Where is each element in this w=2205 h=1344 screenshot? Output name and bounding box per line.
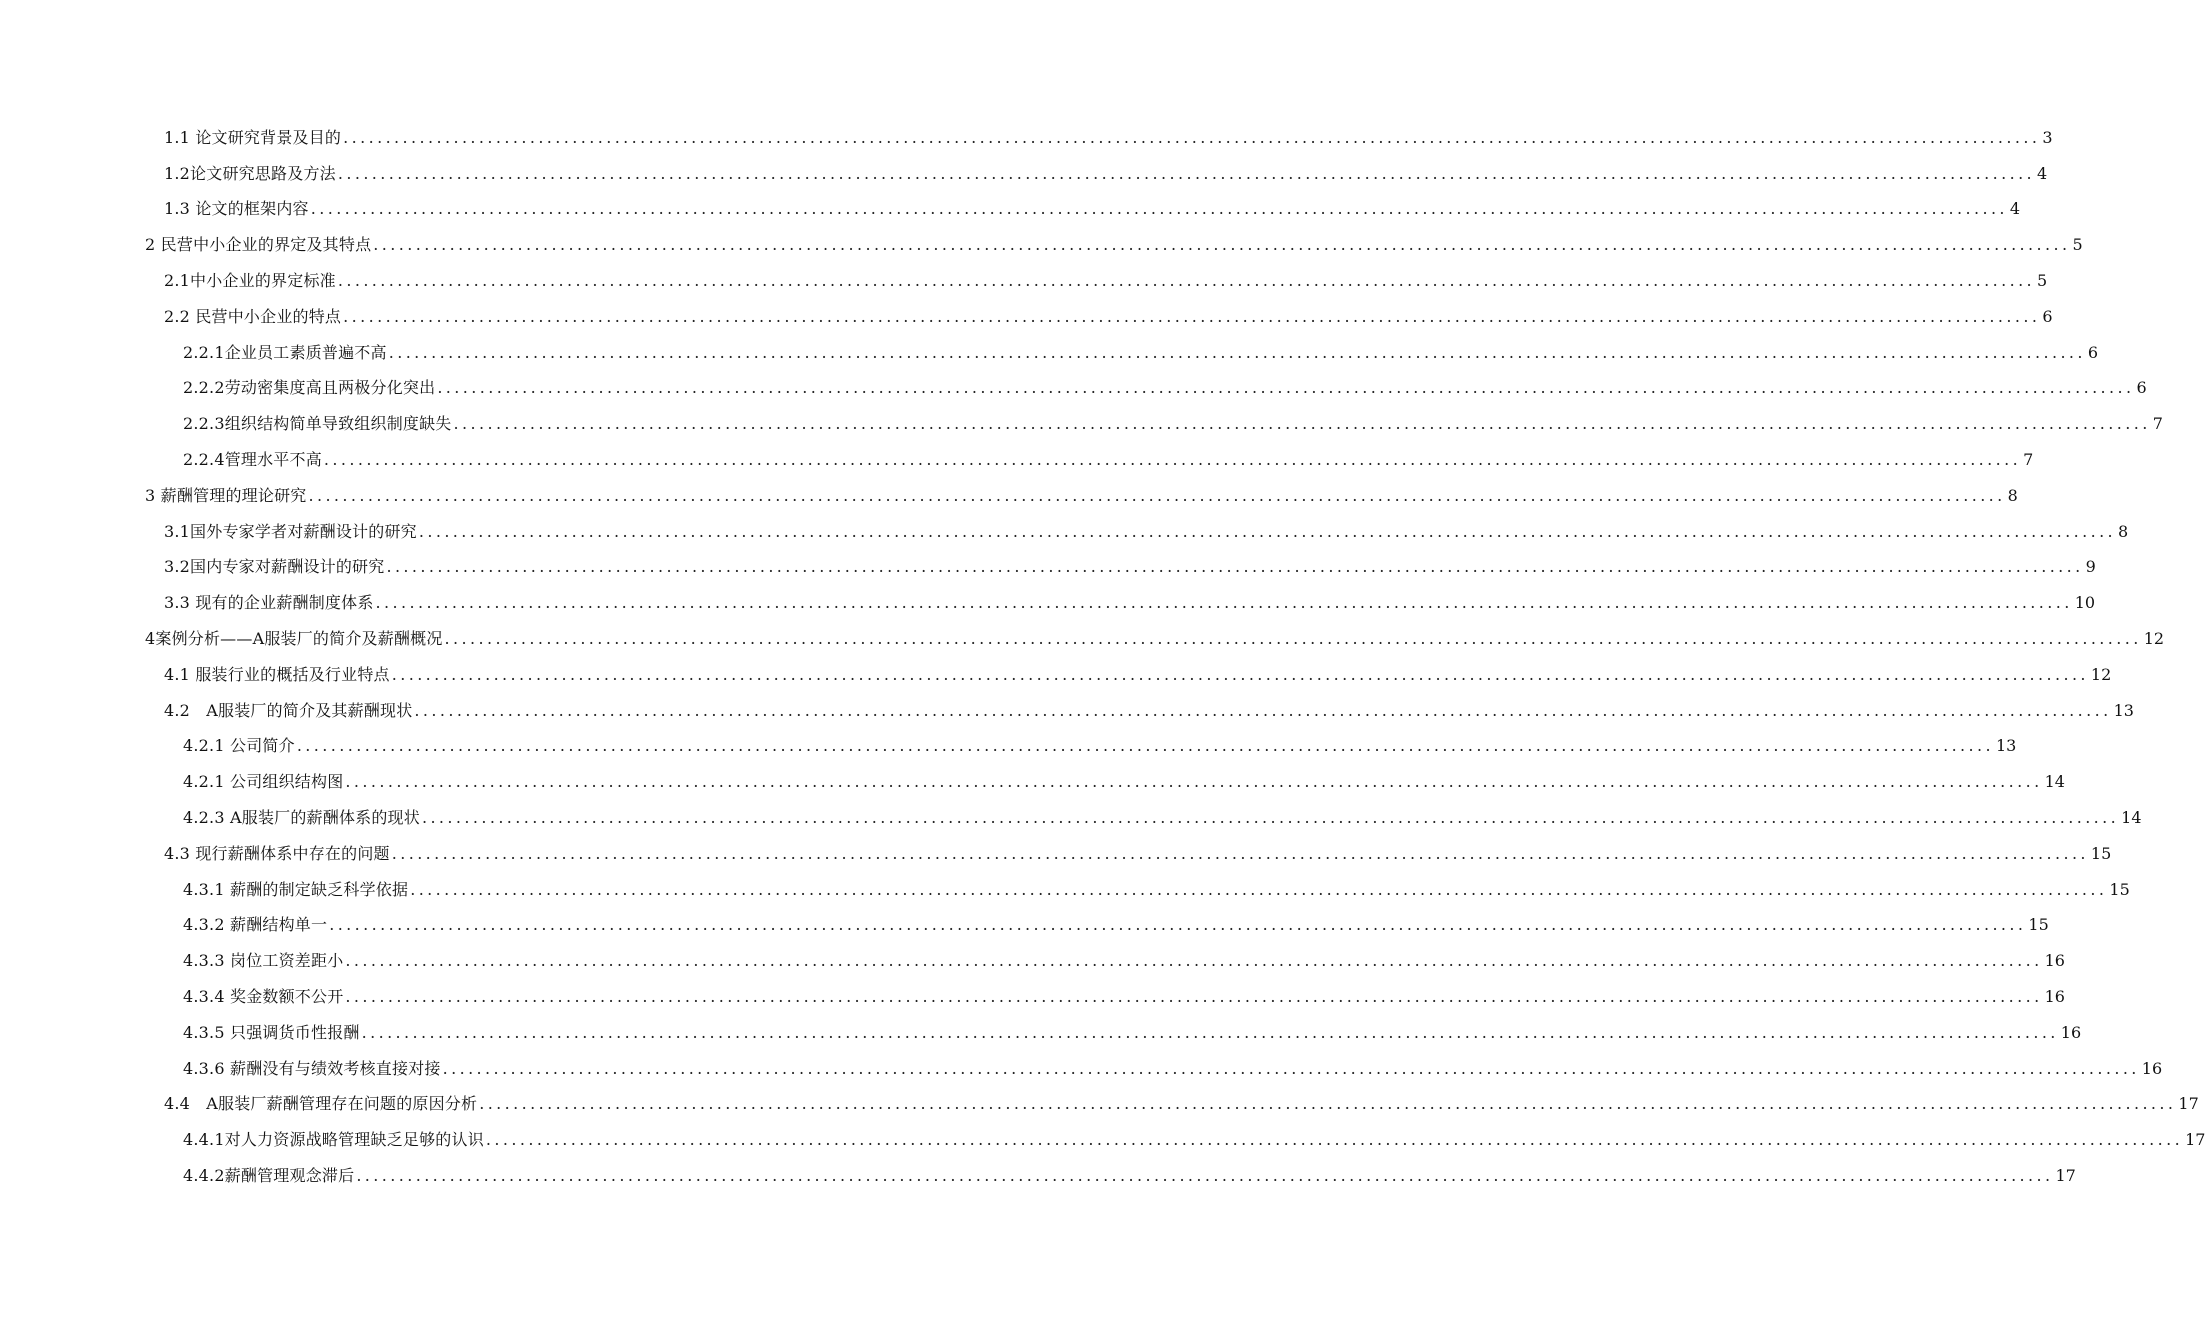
toc-entry-page-number: 16	[2044, 951, 2065, 971]
toc-entry-page-number: 17	[2185, 1130, 2205, 1150]
toc-entry-title: 4.3.3 岗位工资差距小	[183, 951, 344, 971]
toc-entry-page-number: 4	[2037, 163, 2048, 183]
toc-entry[interactable]	[0, 514, 2129, 550]
toc-entry-page-number: 6	[2136, 378, 2147, 398]
toc-entry[interactable]	[0, 836, 2112, 872]
toc-entry[interactable]	[0, 227, 2083, 263]
toc-entry[interactable]	[0, 550, 2096, 586]
toc-entry[interactable]	[0, 943, 2065, 979]
toc-entry-page-number: 7	[2152, 414, 2163, 434]
toc-entry[interactable]	[0, 979, 2065, 1015]
toc-dot-leader: ........................................................................................................................................................................................................	[323, 450, 2022, 470]
toc-entry-title: 4.3.5 只强调货币性报酬	[183, 1022, 360, 1042]
toc-entry[interactable]	[0, 335, 2099, 371]
toc-entry-page-number: 8	[2007, 485, 2018, 505]
toc-entry-title: 4.3.6 薪酬没有与绩效考核直接对接	[183, 1058, 441, 1078]
toc-entry[interactable]	[0, 621, 2165, 657]
toc-entry-title: 1.2论文研究思路及方法	[164, 163, 336, 183]
toc-entry-title: 4.4.1对人力资源战略管理缺乏足够的认识	[183, 1130, 484, 1150]
toc-entry[interactable]	[0, 1051, 2163, 1087]
toc-entry-page-number: 12	[2090, 664, 2112, 684]
toc-entry-page-number: 7	[2023, 450, 2034, 470]
toc-entry-page-number: 12	[2143, 629, 2165, 649]
toc-entry-title: 4.2.1 公司组织结构图	[183, 772, 344, 792]
toc-entry-page-number: 5	[2072, 235, 2083, 255]
toc-dot-leader: ........................................................................................................................................................................................................	[310, 199, 2008, 219]
toc-entry-title: 4.3.2 薪酬结构单一	[183, 915, 328, 935]
toc-dot-leader: ........................................................................................................................................................................................................	[373, 235, 2071, 255]
toc-entry[interactable]	[0, 800, 2142, 836]
toc-entry-page-number: 5	[2037, 271, 2048, 291]
toc-entry-page-number: 8	[2118, 521, 2129, 541]
toc-entry[interactable]	[0, 192, 2021, 228]
toc-entry[interactable]	[0, 299, 2053, 335]
toc-dot-leader: ........................................................................................................................................................................................................	[414, 700, 2112, 720]
toc-dot-leader: ........................................................................................................................................................................................................	[343, 306, 2041, 326]
toc-entry-title: 4.4 A服装厂薪酬管理存在问题的原因分析	[164, 1094, 478, 1114]
toc-entry-title: 2.2.4管理水平不高	[183, 450, 322, 470]
toc-entry[interactable]	[0, 1122, 2205, 1158]
toc-dot-leader: ........................................................................................................................................................................................................	[296, 736, 1994, 756]
toc-entry-page-number: 16	[2141, 1058, 2163, 1078]
toc-dot-leader: ........................................................................................................................................................................................................	[453, 414, 2151, 434]
toc-entry-title: 4.2.1 公司简介	[183, 736, 295, 756]
toc-entry[interactable]	[0, 872, 2130, 908]
toc-entry-page-number: 14	[2044, 772, 2065, 792]
toc-entry[interactable]	[0, 1015, 2082, 1051]
toc-entry-title: 4案例分析——A服装厂的简介及薪酬概况	[145, 629, 443, 649]
toc-dot-leader: ........................................................................................................................................................................................................	[345, 987, 2043, 1007]
toc-entry-title: 4.3.1 薪酬的制定缺乏科学依据	[183, 879, 409, 899]
toc-dot-leader: ........................................................................................................................................................................................................	[479, 1094, 2177, 1114]
toc-entry[interactable]	[0, 263, 2048, 299]
toc-dot-leader: ........................................................................................................................................................................................................	[337, 271, 2036, 291]
toc-entry[interactable]	[0, 693, 2134, 729]
toc-entry[interactable]	[0, 156, 2048, 192]
toc-dot-leader: ........................................................................................................................................................................................................	[444, 629, 2142, 649]
toc-entry-page-number: 3	[2042, 127, 2053, 147]
toc-entry-page-number: 16	[2044, 987, 2065, 1007]
toc-dot-leader: ........................................................................................................................................................................................................	[356, 1166, 2054, 1185]
toc-entry-title: 4.3 现行薪酬体系中存在的问题	[164, 843, 390, 863]
toc-dot-leader: ........................................................................................................................................................................................................	[343, 127, 2041, 147]
toc-entry-title: 2.2 民营中小企业的特点	[164, 306, 342, 326]
toc-entry-title: 3 薪酬管理的理论研究	[145, 485, 307, 505]
toc-entry[interactable]	[0, 371, 2147, 407]
toc-entry-page-number: 17	[2178, 1094, 2199, 1114]
toc-entry-page-number: 13	[1996, 736, 2017, 756]
toc-entry-title: 4.2 A服装厂的简介及其薪酬现状	[164, 700, 413, 720]
toc-entry-page-number: 6	[2042, 306, 2053, 326]
toc-dot-leader: ........................................................................................................................................................................................................	[345, 951, 2043, 971]
toc-dot-leader: ........................................................................................................................................................................................................	[375, 593, 2073, 613]
toc-entry-page-number: 4	[2009, 199, 2021, 219]
toc-entry-page-number: 9	[2085, 557, 2096, 577]
toc-entry[interactable]	[0, 1087, 2199, 1123]
toc-entry-title: 3.1国外专家学者对薪酬设计的研究	[164, 521, 417, 541]
toc-entry-title: 1.3 论文的框架内容	[164, 199, 309, 219]
toc-dot-leader: ........................................................................................................................................................................................................	[388, 342, 2086, 362]
toc-dot-leader: ........................................................................................................................................................................................................	[442, 1058, 2140, 1078]
toc-entry[interactable]	[0, 120, 2053, 156]
toc-dot-leader: ........................................................................................................................................................................................................	[410, 879, 2108, 899]
toc-entry-page-number: 17	[2055, 1166, 2076, 1185]
toc-entry-page-number: 6	[2087, 342, 2099, 362]
toc-entry[interactable]	[0, 585, 2096, 621]
toc-entry-title: 3.2国内专家对薪酬设计的研究	[164, 557, 385, 577]
toc-entry[interactable]	[0, 442, 2034, 478]
toc-dot-leader: ........................................................................................................................................................................................................	[308, 485, 2006, 505]
toc-entry-title: 2 民营中小企业的界定及其特点	[145, 235, 372, 255]
toc-entry-page-number: 15	[2090, 843, 2112, 863]
toc-entry[interactable]	[0, 764, 2065, 800]
toc-entry-title: 2.2.3组织结构简单导致组织制度缺失	[183, 414, 452, 434]
toc-dot-leader: ........................................................................................................................................................................................................	[337, 163, 2036, 183]
toc-dot-leader: ........................................................................................................................................................................................................	[391, 664, 2089, 684]
toc-dot-leader: ........................................................................................................................................................................................................	[391, 843, 2089, 863]
toc-entry[interactable]	[0, 1158, 2076, 1194]
toc-entry[interactable]	[0, 478, 2018, 514]
toc-entry-title: 1.1 论文研究背景及目的	[164, 127, 342, 147]
toc-entry-title: 3.3 现有的企业薪酬制度体系	[164, 593, 374, 613]
toc-entry-title: 4.2.3 A服装厂的薪酬体系的现状	[183, 808, 420, 828]
toc-entry-title: 4.1 服装行业的概括及行业特点	[164, 664, 390, 684]
toc-dot-leader: ........................................................................................................................................................................................................	[329, 915, 2027, 935]
toc-dot-leader: ........................................................................................................................................................................................................	[485, 1130, 2184, 1150]
toc-entry-page-number: 14	[2121, 808, 2142, 828]
toc-entry-title: 2.1中小企业的界定标准	[164, 271, 336, 291]
toc-entry-page-number: 16	[2060, 1022, 2082, 1042]
toc-entry[interactable]	[0, 657, 2112, 693]
toc-entry-page-number: 15	[2109, 879, 2130, 899]
toc-entry-page-number: 15	[2028, 915, 2049, 935]
toc-dot-leader: ........................................................................................................................................................................................................	[418, 521, 2117, 541]
toc-dot-leader: ........................................................................................................................................................................................................	[437, 378, 2135, 398]
toc-dot-leader: ........................................................................................................................................................................................................	[421, 808, 2120, 828]
toc-entry-title: 2.2.2劳动密集度高且两极分化突出	[183, 378, 436, 398]
toc-entry[interactable]	[0, 406, 2163, 442]
toc-entry-page-number: 13	[2113, 700, 2134, 720]
toc-dot-leader: ........................................................................................................................................................................................................	[386, 557, 2084, 577]
toc-entry-title: 4.3.4 奖金数额不公开	[183, 987, 344, 1007]
toc-dot-leader: ........................................................................................................................................................................................................	[361, 1022, 2059, 1042]
toc-entry[interactable]	[0, 729, 2017, 765]
toc-entry[interactable]	[0, 908, 2049, 944]
toc-dot-leader: ........................................................................................................................................................................................................	[345, 772, 2043, 792]
table-of-contents	[0, 120, 2205, 1194]
toc-entry-title: 4.4.2薪酬管理观念滞后	[183, 1166, 355, 1185]
toc-entry-page-number: 10	[2074, 593, 2096, 613]
toc-entry-title: 2.2.1企业员工素质普遍不高	[183, 342, 387, 362]
